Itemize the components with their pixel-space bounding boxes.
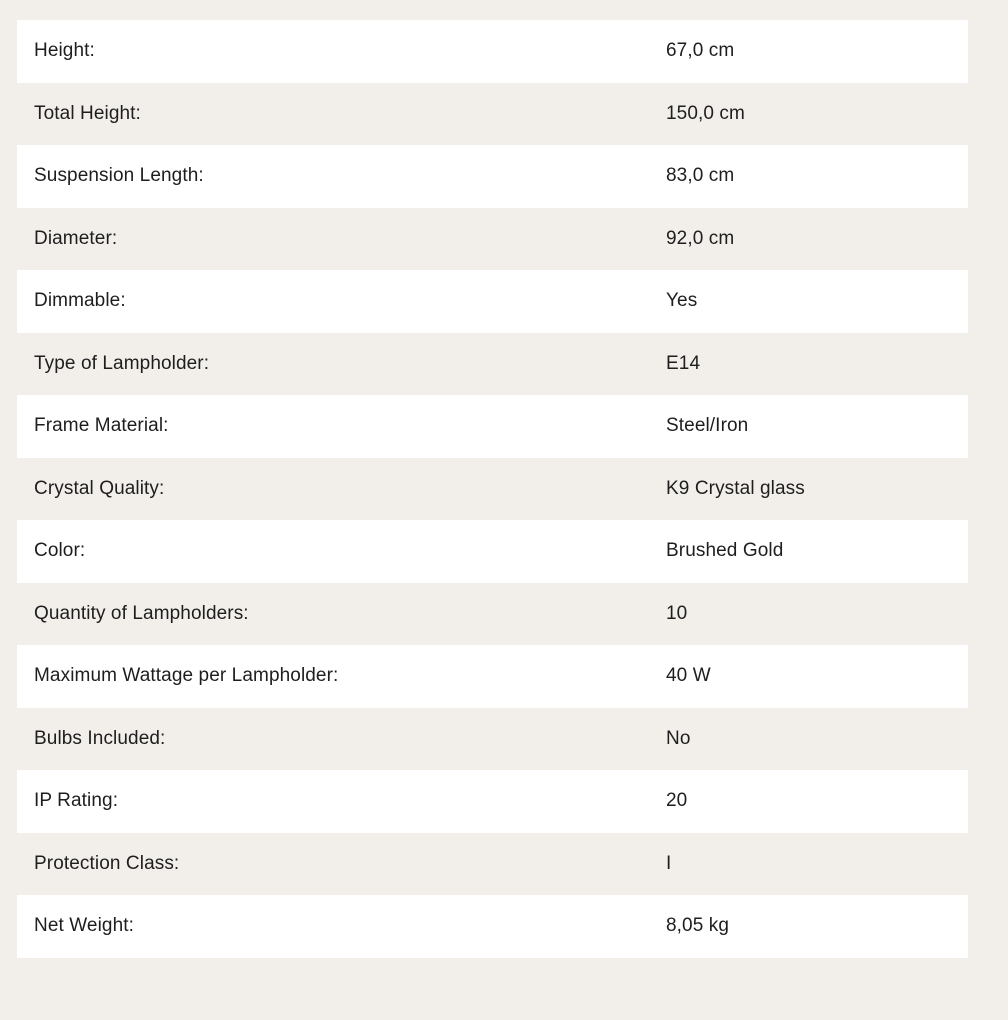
spec-value: Steel/Iron (666, 415, 749, 437)
spec-value: 150,0 cm (666, 102, 745, 124)
spec-row-diameter (17, 208, 968, 271)
spec-row-suspension-length (17, 145, 968, 208)
spec-row-bulbs-included (17, 708, 968, 771)
spec-value: 92,0 cm (666, 227, 735, 249)
spec-label: Maximum Wattage per Lampholder: (34, 665, 339, 687)
spec-value: 20 (666, 790, 688, 812)
spec-value: 83,0 cm (666, 165, 735, 187)
spec-row-color (17, 520, 968, 583)
spec-label: Dimmable: (34, 290, 126, 312)
spec-row-max-wattage (17, 645, 968, 708)
spec-label: Suspension Length: (34, 165, 204, 187)
spec-value: Yes (666, 290, 698, 312)
spec-label: Total Height: (34, 102, 141, 124)
spec-row-dimmable (17, 270, 968, 333)
specifications-table (17, 20, 968, 958)
spec-row-lampholder-type (17, 333, 968, 396)
spec-label: Crystal Quality: (34, 477, 165, 499)
spec-value: K9 Crystal glass (666, 477, 805, 499)
spec-value: I (666, 852, 672, 874)
spec-label: Bulbs Included: (34, 727, 166, 749)
spec-label: Frame Material: (34, 415, 169, 437)
spec-label: Diameter: (34, 227, 118, 249)
spec-row-protection-class (17, 833, 968, 896)
spec-label: Color: (34, 540, 86, 562)
spec-row-height (17, 20, 968, 83)
spec-label: Type of Lampholder: (34, 352, 210, 374)
spec-value: 40 W (666, 665, 711, 687)
spec-value: 67,0 cm (666, 40, 735, 62)
spec-value: E14 (666, 352, 701, 374)
spec-label: Quantity of Lampholders: (34, 602, 249, 624)
spec-label: Protection Class: (34, 852, 180, 874)
spec-value: 10 (666, 602, 688, 624)
spec-row-ip-rating (17, 770, 968, 833)
spec-value: Brushed Gold (666, 540, 784, 562)
spec-value: 8,05 kg (666, 915, 730, 937)
spec-label: Height: (34, 40, 95, 62)
spec-label: Net Weight: (34, 915, 135, 937)
spec-row-lampholder-quantity (17, 583, 968, 646)
spec-label: IP Rating: (34, 790, 119, 812)
spec-row-crystal-quality (17, 458, 968, 521)
spec-value: No (666, 727, 691, 749)
spec-row-frame-material (17, 395, 968, 458)
spec-row-net-weight (17, 895, 968, 958)
spec-row-total-height (17, 83, 968, 146)
